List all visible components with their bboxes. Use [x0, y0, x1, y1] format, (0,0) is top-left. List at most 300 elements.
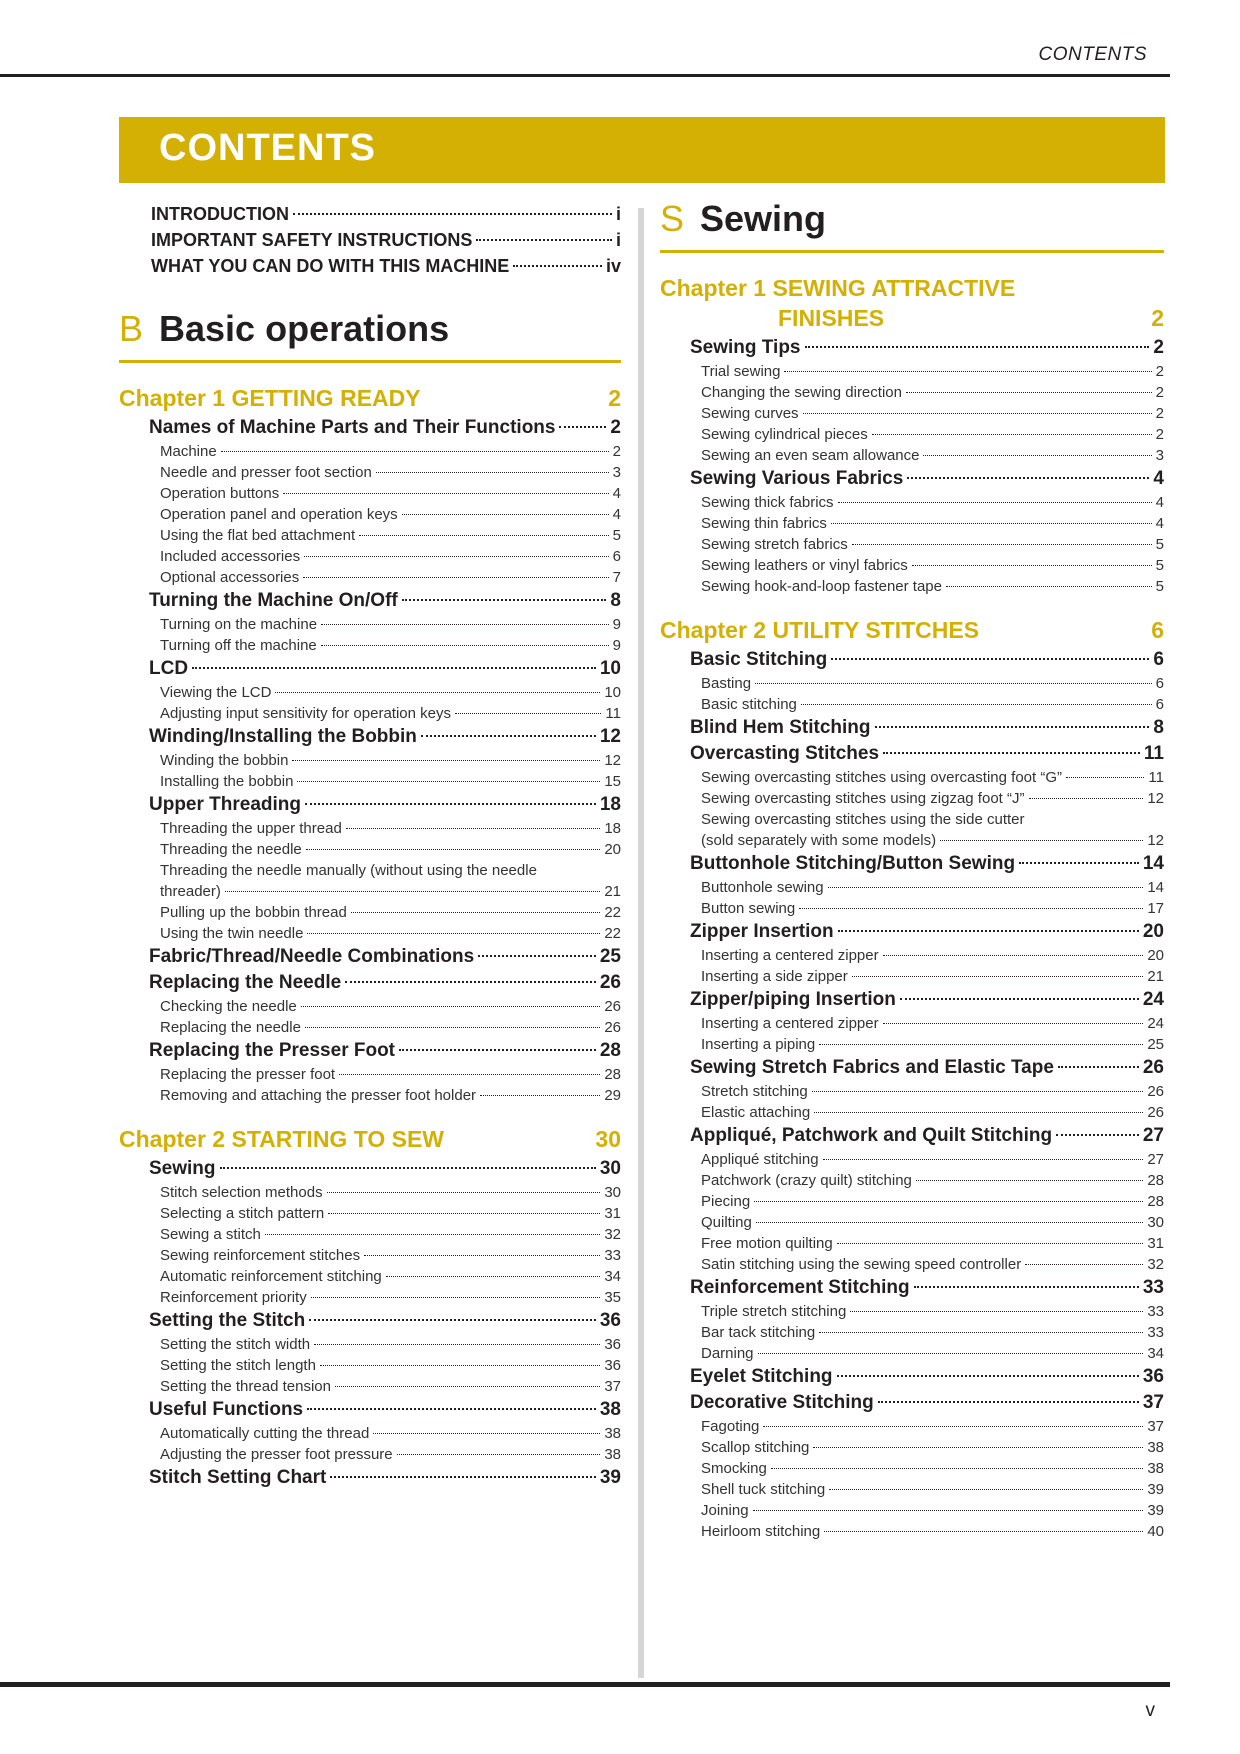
entry-title: Sewing a stitch: [160, 1226, 261, 1243]
subsection-entry[interactable]: [701, 879, 1164, 900]
entry-page: 30: [604, 1184, 621, 1201]
entry-page: 28: [604, 1066, 621, 1083]
entry-title: Sewing Stretch Fabrics and Elastic Tape: [690, 1057, 1054, 1078]
subsection-entry[interactable]: [701, 426, 1164, 447]
subsection-entry[interactable]: [701, 1036, 1164, 1057]
dot-leader: [819, 1044, 1143, 1045]
dot-leader: [1025, 1264, 1143, 1265]
entry-title: Trial sewing: [701, 363, 781, 380]
dot-leader: [327, 1192, 601, 1193]
subsection-entry[interactable]: [701, 578, 1164, 599]
entry-title: Operation buttons: [160, 485, 280, 502]
dot-leader: [872, 434, 1152, 435]
subsection-entry[interactable]: [160, 705, 621, 726]
part-b-chapter-2[interactable]: [119, 1126, 621, 1156]
entry-title: Sewing overcasting stitches using overcasting foot “G”: [701, 769, 1063, 786]
entry-title: Joining: [701, 1502, 749, 1519]
entry-title: Turning the Machine On/Off: [149, 590, 398, 611]
dot-leader: [771, 1468, 1143, 1469]
subsection-entry[interactable]: [160, 616, 621, 637]
subsection-entry[interactable]: [701, 1256, 1164, 1277]
dot-leader: [421, 735, 596, 737]
dot-leader: [837, 1243, 1144, 1244]
dot-leader: [1029, 798, 1144, 799]
subsection-entry[interactable]: [160, 569, 621, 590]
section-entry[interactable]: [690, 1125, 1164, 1151]
dot-leader: [852, 544, 1152, 545]
dot-leader: [812, 1091, 1144, 1092]
subsection-entry[interactable]: [701, 1235, 1164, 1256]
subsection-entry[interactable]: [160, 548, 621, 569]
entry-page: 20: [1147, 947, 1164, 964]
subsection-entry[interactable]: [701, 1502, 1164, 1523]
entry-page: 18: [604, 820, 621, 837]
entry-title: Basting: [701, 675, 752, 692]
intro-list: [119, 204, 621, 282]
subsection-entry[interactable]: [160, 998, 621, 1019]
entry-page: 37: [1142, 1392, 1164, 1413]
entry-title: Decorative Stitching: [690, 1392, 874, 1413]
dot-leader: [828, 887, 1144, 888]
entry-title: Sewing curves: [701, 405, 799, 422]
part-s-chapter-2-list: [660, 649, 1164, 1544]
dot-leader: [799, 908, 1143, 909]
entry-title: Automatic reinforcement stitching: [160, 1268, 382, 1285]
subsection-entry[interactable]: [701, 1460, 1164, 1481]
subsection-entry[interactable]: [701, 384, 1164, 405]
entry-page: 15: [604, 773, 621, 790]
section-entry[interactable]: [149, 590, 621, 616]
section-entry[interactable]: [149, 417, 621, 443]
chapter-label: Chapter 2 STARTING TO SEW: [119, 1126, 445, 1152]
dot-leader: [940, 840, 1143, 841]
section-entry[interactable]: [690, 1057, 1164, 1083]
chapter-label-line-2: FINISHES: [778, 305, 885, 331]
subsection-entry[interactable]: [701, 536, 1164, 557]
dot-leader: [328, 1213, 600, 1214]
section-entry[interactable]: [690, 1366, 1164, 1392]
dot-leader: [397, 1454, 601, 1455]
section-entry[interactable]: [149, 1467, 621, 1493]
subsection-entry[interactable]: [701, 947, 1164, 968]
section-entry[interactable]: [690, 649, 1164, 675]
dot-leader: [803, 413, 1152, 414]
entry-page: 26: [604, 1019, 621, 1036]
dot-leader: [402, 514, 609, 515]
entry-page: 30: [599, 1158, 621, 1179]
entry-page: 6: [1155, 696, 1164, 713]
entry-title: Replacing the Presser Foot: [149, 1040, 396, 1061]
dot-leader: [883, 955, 1144, 956]
dot-leader: [838, 930, 1139, 932]
entry-page: 32: [604, 1226, 621, 1243]
entry-title: Fagoting: [701, 1418, 760, 1435]
entry-page: 18: [599, 794, 621, 815]
section-entry[interactable]: [690, 1392, 1164, 1418]
subsection-entry[interactable]: [701, 1481, 1164, 1502]
entry-page: 5: [1155, 578, 1164, 595]
entry-page: 39: [1147, 1502, 1164, 1519]
entry-title: Satin stitching using the sewing speed controller: [701, 1256, 1022, 1273]
subsection-entry[interactable]: [160, 841, 621, 862]
left-column: [119, 204, 621, 1493]
subsection-entry[interactable]: [160, 862, 621, 883]
dot-leader: [402, 599, 607, 601]
entry-title: IMPORTANT SAFETY INSTRUCTIONS: [151, 230, 473, 250]
intro-entry[interactable]: [151, 256, 621, 282]
subsection-entry[interactable]: [160, 443, 621, 464]
entry-page: 20: [1142, 921, 1164, 942]
entry-page: 31: [1147, 1235, 1164, 1252]
entry-title: Scallop stitching: [701, 1439, 810, 1456]
subsection-entry[interactable]: [701, 405, 1164, 426]
dot-leader: [275, 692, 600, 693]
dot-leader: [831, 523, 1152, 524]
entry-page: 21: [604, 883, 621, 900]
chapter-label: Chapter 1 SEWING ATTRACTIVE: [660, 275, 1016, 301]
entry-page: 36: [604, 1357, 621, 1374]
dot-leader: [758, 1353, 1144, 1354]
subsection-entry[interactable]: [160, 925, 621, 946]
entry-page: 4: [612, 506, 621, 523]
dot-leader: [304, 556, 609, 557]
entry-title: Stretch stitching: [701, 1083, 808, 1100]
part-s-chapter-1-list: [660, 337, 1164, 599]
subsection-entry[interactable]: [701, 1439, 1164, 1460]
subsection-entry[interactable]: [701, 1303, 1164, 1324]
entry-title: Machine: [160, 443, 217, 460]
chapter-label: Chapter 2 UTILITY STITCHES: [660, 617, 980, 643]
entry-page: 5: [1155, 536, 1164, 553]
dot-leader: [1058, 1066, 1139, 1068]
section-entry[interactable]: [690, 468, 1164, 494]
subsection-entry[interactable]: [701, 1418, 1164, 1439]
dot-leader: [330, 1476, 596, 1478]
subsection-entry[interactable]: [160, 684, 621, 705]
entry-page: 22: [604, 925, 621, 942]
subsection-entry[interactable]: [701, 1104, 1164, 1125]
subsection-entry[interactable]: [160, 1357, 621, 1378]
entry-title: Inserting a centered zipper: [701, 1015, 879, 1032]
subsection-entry[interactable]: [701, 1151, 1164, 1172]
entry-page: 17: [1147, 900, 1164, 917]
subsection-entry[interactable]: [160, 1019, 621, 1040]
subsection-entry[interactable]: [160, 773, 621, 794]
entry-title: Upper Threading: [149, 794, 302, 815]
subsection-entry[interactable]: [701, 1015, 1164, 1036]
section-entry[interactable]: [149, 1158, 621, 1184]
entry-page: 38: [599, 1399, 621, 1420]
subsection-entry[interactable]: [160, 506, 621, 527]
section-entry[interactable]: [690, 1277, 1164, 1303]
entry-page: 38: [604, 1425, 621, 1442]
entry-page: 2: [610, 417, 621, 438]
entry-title: Threading the needle: [160, 841, 302, 858]
entry-page: 28: [599, 1040, 621, 1061]
section-entry[interactable]: [149, 1310, 621, 1336]
subsection-entry[interactable]: [160, 904, 621, 925]
entry-title: Reinforcement Stitching: [690, 1277, 910, 1298]
subsection-entry[interactable]: [701, 1345, 1164, 1366]
section-entry[interactable]: [690, 337, 1164, 363]
subsection-entry[interactable]: [701, 811, 1164, 832]
entry-page: 30: [1147, 1214, 1164, 1231]
dot-leader: [455, 713, 601, 714]
dot-leader: [476, 239, 612, 241]
entry-title: LCD: [149, 658, 189, 679]
entry-title: Turning on the machine: [160, 616, 318, 633]
section-entry[interactable]: [149, 1040, 621, 1066]
entry-title: Sewing an even seam allowance: [701, 447, 920, 464]
running-header: CONTENTS: [1038, 44, 1147, 65]
section-entry[interactable]: [690, 743, 1164, 769]
section-entry[interactable]: [149, 1399, 621, 1425]
subsection-entry[interactable]: [160, 1247, 621, 1268]
dot-leader: [303, 577, 608, 578]
subsection-entry[interactable]: [701, 447, 1164, 468]
dot-leader: [376, 472, 609, 473]
dot-leader: [852, 976, 1144, 977]
dot-leader: [946, 586, 1152, 587]
entry-title: Threading the upper thread: [160, 820, 342, 837]
entry-page: 5: [612, 527, 621, 544]
entry-title: Bar tack stitching: [701, 1324, 816, 1341]
subsection-entry[interactable]: [160, 1226, 621, 1247]
chapter-page: 30: [595, 1126, 621, 1152]
entry-page: 3: [1155, 447, 1164, 464]
entry-page: 38: [1147, 1439, 1164, 1456]
dot-leader: [916, 1180, 1143, 1181]
entry-title: Names of Machine Parts and Their Functions: [149, 417, 556, 438]
dot-leader: [307, 1408, 596, 1410]
subsection-entry[interactable]: [160, 752, 621, 773]
entry-page: 20: [604, 841, 621, 858]
subsection-entry[interactable]: [160, 1425, 621, 1446]
dot-leader: [824, 1531, 1143, 1532]
entry-page: 11: [1143, 743, 1164, 764]
entry-title: Setting the Stitch: [149, 1310, 306, 1331]
entry-title: Sewing thin fabrics: [701, 515, 827, 532]
dot-leader: [814, 1112, 1143, 1113]
subsection-entry[interactable]: [160, 1184, 621, 1205]
subsection-entry[interactable]: [160, 527, 621, 548]
subsection-entry[interactable]: [701, 1193, 1164, 1214]
chapter-page: 2: [608, 385, 621, 411]
dot-leader: [192, 667, 596, 669]
dot-leader: [805, 346, 1150, 348]
dot-leader: [309, 1319, 596, 1321]
chapter-label: Chapter 1 GETTING READY: [119, 385, 421, 411]
section-entry[interactable]: [690, 853, 1164, 879]
subsection-entry[interactable]: [701, 900, 1164, 921]
dot-leader: [225, 891, 600, 892]
entry-page: 34: [1147, 1345, 1164, 1362]
entry-title: Replacing the needle: [160, 1019, 301, 1036]
dot-leader: [480, 1095, 600, 1096]
subsection-entry[interactable]: [701, 1214, 1164, 1235]
subsection-entry[interactable]: [160, 485, 621, 506]
entry-title: Needle and presser foot section: [160, 464, 372, 481]
entry-page: 8: [610, 590, 621, 611]
top-rule: [0, 74, 1170, 77]
part-s-chapter-1[interactable]: [660, 275, 1164, 335]
part-s-chapter-2[interactable]: [660, 617, 1164, 647]
entry-title: Automatically cutting the thread: [160, 1425, 370, 1442]
entry-title: Sewing overcasting stitches using the side cutter: [701, 811, 1025, 828]
entry-page: 26: [1147, 1104, 1164, 1121]
dot-leader: [763, 1426, 1143, 1427]
dot-leader: [339, 1074, 600, 1075]
dot-leader: [837, 1375, 1139, 1377]
intro-entry[interactable]: [151, 204, 621, 230]
dot-leader: [292, 760, 600, 761]
subsection-entry[interactable]: [701, 1083, 1164, 1104]
dot-leader: [373, 1433, 600, 1434]
subsection-entry[interactable]: [160, 883, 621, 904]
dot-leader: [875, 726, 1150, 728]
subsection-entry[interactable]: [701, 515, 1164, 536]
entry-title: Setting the stitch width: [160, 1336, 311, 1353]
entry-page: 27: [1142, 1125, 1164, 1146]
entry-page: 36: [604, 1336, 621, 1353]
entry-page: 6: [612, 548, 621, 565]
section-entry[interactable]: [149, 972, 621, 998]
entry-page: 4: [612, 485, 621, 502]
part-s-letter: S: [660, 198, 685, 239]
subsection-entry[interactable]: [160, 1066, 621, 1087]
entry-title: WHAT YOU CAN DO WITH THIS MACHINE: [151, 256, 510, 276]
entry-page: 28: [1147, 1193, 1164, 1210]
entry-page: 26: [604, 998, 621, 1015]
entry-title: Fabric/Thread/Needle Combinations: [149, 946, 475, 967]
section-entry[interactable]: [149, 658, 621, 684]
dot-leader: [823, 1159, 1144, 1160]
subsection-entry[interactable]: [160, 1446, 621, 1467]
subsection-entry[interactable]: [701, 696, 1164, 717]
entry-title: Eyelet Stitching: [690, 1366, 833, 1387]
entry-title: Heirloom stitching: [701, 1523, 821, 1540]
subsection-entry[interactable]: [701, 832, 1164, 853]
entry-title: Useful Functions: [149, 1399, 304, 1420]
dot-leader: [831, 658, 1149, 660]
section-entry[interactable]: [690, 921, 1164, 947]
dot-leader: [754, 1201, 1143, 1202]
subsection-entry[interactable]: [160, 1289, 621, 1310]
dot-leader: [1019, 862, 1139, 864]
entry-title: Piecing: [701, 1193, 751, 1210]
entry-title: (sold separately with some models): [701, 832, 937, 849]
entry-title: Buttonhole sewing: [701, 879, 824, 896]
entry-page: 37: [604, 1378, 621, 1395]
contents-title: CONTENTS: [159, 127, 376, 169]
entry-page: 22: [604, 904, 621, 921]
subsection-entry[interactable]: [701, 769, 1164, 790]
dot-leader: [1056, 1134, 1139, 1136]
subsection-entry[interactable]: [701, 1523, 1164, 1544]
section-entry[interactable]: [149, 794, 621, 820]
entry-title: Threading the needle manually (without using the needle: [160, 862, 537, 879]
part-b-chapter-1[interactable]: [119, 385, 621, 415]
dot-leader: [321, 645, 609, 646]
entry-page: 33: [1142, 1277, 1164, 1298]
entry-title: Sewing leathers or vinyl fabrics: [701, 557, 908, 574]
subsection-entry[interactable]: [160, 464, 621, 485]
dot-leader: [923, 455, 1151, 456]
entry-page: 37: [1147, 1418, 1164, 1435]
entry-page: 36: [1142, 1366, 1164, 1387]
section-entry[interactable]: [690, 989, 1164, 1015]
entry-title: threader): [160, 883, 221, 900]
entry-page: 28: [1147, 1172, 1164, 1189]
subsection-entry[interactable]: [160, 1205, 621, 1226]
dot-leader: [900, 998, 1139, 1000]
subsection-entry[interactable]: [701, 494, 1164, 515]
subsection-entry[interactable]: [160, 1336, 621, 1357]
subsection-entry[interactable]: [160, 820, 621, 841]
section-entry[interactable]: [690, 717, 1164, 743]
entry-title: Using the flat bed attachment: [160, 527, 356, 544]
dot-leader: [906, 392, 1152, 393]
intro-entry[interactable]: [151, 230, 621, 256]
subsection-entry[interactable]: [701, 363, 1164, 384]
entry-page: 5: [1155, 557, 1164, 574]
entry-page: 4: [1155, 515, 1164, 532]
subsection-entry[interactable]: [701, 968, 1164, 989]
entry-title: Sewing stretch fabrics: [701, 536, 848, 553]
entry-title: Inserting a piping: [701, 1036, 816, 1053]
dot-leader: [914, 1286, 1139, 1288]
section-entry[interactable]: [149, 726, 621, 752]
entry-title: Using the twin needle: [160, 925, 304, 942]
entry-page: 4: [1153, 468, 1164, 489]
entry-page: iv: [605, 256, 621, 276]
entry-page: 6: [1155, 675, 1164, 692]
dot-leader: [386, 1276, 601, 1277]
subsection-entry[interactable]: [701, 675, 1164, 696]
dot-leader: [850, 1311, 1143, 1312]
entry-title: Inserting a centered zipper: [701, 947, 879, 964]
dot-leader: [311, 1297, 601, 1298]
entry-title: Elastic attaching: [701, 1104, 811, 1121]
dot-leader: [220, 1167, 596, 1169]
section-entry[interactable]: [149, 946, 621, 972]
entry-title: Included accessories: [160, 548, 301, 565]
entry-title: Selecting a stitch pattern: [160, 1205, 325, 1222]
subsection-entry[interactable]: [701, 1324, 1164, 1345]
dot-leader: [1066, 777, 1144, 778]
entry-page: 27: [1147, 1151, 1164, 1168]
subsection-entry[interactable]: [160, 1378, 621, 1399]
entry-page: 9: [612, 637, 621, 654]
dot-leader: [399, 1049, 596, 1051]
entry-page: 29: [604, 1087, 621, 1104]
dot-leader: [359, 535, 609, 536]
subsection-entry[interactable]: [701, 1172, 1164, 1193]
entry-page: 26: [1142, 1057, 1164, 1078]
entry-title: Adjusting the presser foot pressure: [160, 1446, 393, 1463]
dot-leader: [755, 683, 1152, 684]
subsection-entry[interactable]: [160, 1268, 621, 1289]
subsection-entry[interactable]: [701, 557, 1164, 578]
dot-leader: [320, 1365, 600, 1366]
dot-leader: [221, 451, 609, 452]
subsection-entry[interactable]: [160, 1087, 621, 1108]
entry-page: 38: [604, 1446, 621, 1463]
subsection-entry[interactable]: [160, 637, 621, 658]
dot-leader: [756, 1222, 1143, 1223]
entry-title: Turning off the machine: [160, 637, 317, 654]
subsection-entry[interactable]: [701, 790, 1164, 811]
